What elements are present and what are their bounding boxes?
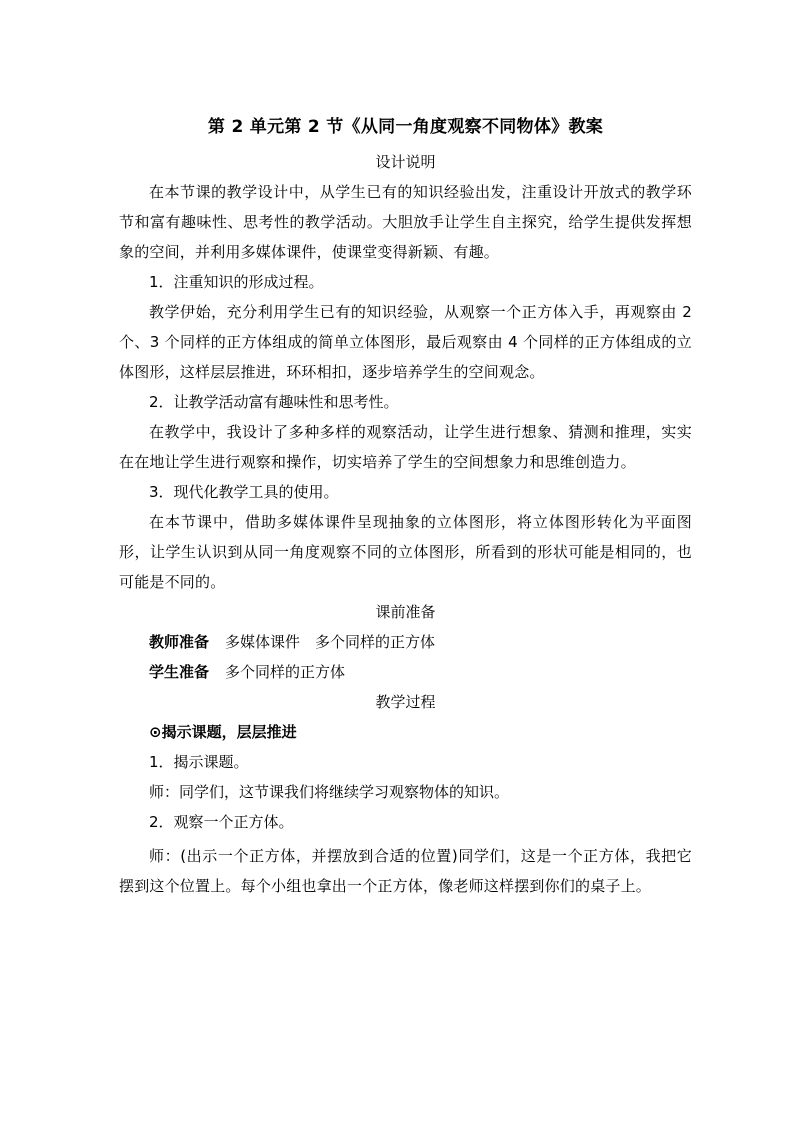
- prep-heading: 课前准备: [375, 603, 436, 621]
- student-prep-line: [119, 657, 692, 687]
- teacher-prep-line: [119, 627, 692, 657]
- teacher-prep-items: 多媒体课件 多个同样的正方体: [225, 633, 436, 651]
- step1-text: 师：同学们，这节课我们将继续学习观察物体的知识。: [149, 783, 510, 801]
- section1-title: ⊙揭示课题，层层推进: [149, 723, 297, 741]
- document-title: 第 2 单元第 2 节《从同一角度观察不同物体》教案: [207, 117, 604, 137]
- point1-title: 1．注重知识的形成过程。: [149, 273, 324, 291]
- step1-title: 1．揭示课题。: [149, 753, 249, 771]
- design-heading: 设计说明: [375, 153, 436, 171]
- point3-paragraph: 在本节课中，借助多媒体课件呈现抽象的立体图形，将立体图形转化为平面图形，让学生认识到从同一角度观察不同的立体图形，所看到的形状可能是相同的，也可能是不同的。: [119, 513, 692, 591]
- point3-title: 3．现代化教学工具的使用。: [149, 483, 339, 501]
- document-body: [119, 113, 692, 901]
- student-prep-items: 多个同样的正方体: [225, 663, 346, 681]
- design-intro-paragraph: 在本节课的教学设计中，从学生已有的知识经验出发，注重设计开放式的教学环节和富有趣味性、思考性的教学活动。大胆放手让学生自主探究，给学生提供发挥想象的空间，并利用多媒体课件，使课堂变得新颖、有趣。: [119, 183, 692, 261]
- step2-paragraph: 师：(出示一个正方体，并摆放到合适的位置)同学们，这是一个正方体，我把它摆到这个位置上。每个小组也拿出一个正方体，像老师这样摆到你们的桌子上。: [119, 847, 692, 895]
- point1-paragraph: 教学伊始，充分利用学生已有的知识经验，从观察一个正方体入手，再观察由 2 个、3 个同样的正方体组成的简单立体图形，最后观察由 4 个同样的正方体组成的立体图形，这样层层推进，环环相扣，逐步培养学生的空间观念。: [119, 303, 692, 381]
- point2-paragraph: 在教学中，我设计了多种多样的观察活动，让学生进行想象、猜测和推理，实实在在地让学生进行观察和操作，切实培养了学生的空间想象力和思维创造力。: [119, 423, 692, 471]
- step2-title: 2．观察一个正方体。: [149, 813, 294, 831]
- teacher-prep-label: 教师准备: [149, 633, 210, 651]
- student-prep-label: 学生准备: [149, 663, 210, 681]
- process-heading: 教学过程: [375, 693, 436, 711]
- point2-title: 2．让教学活动富有趣味性和思考性。: [149, 393, 399, 411]
